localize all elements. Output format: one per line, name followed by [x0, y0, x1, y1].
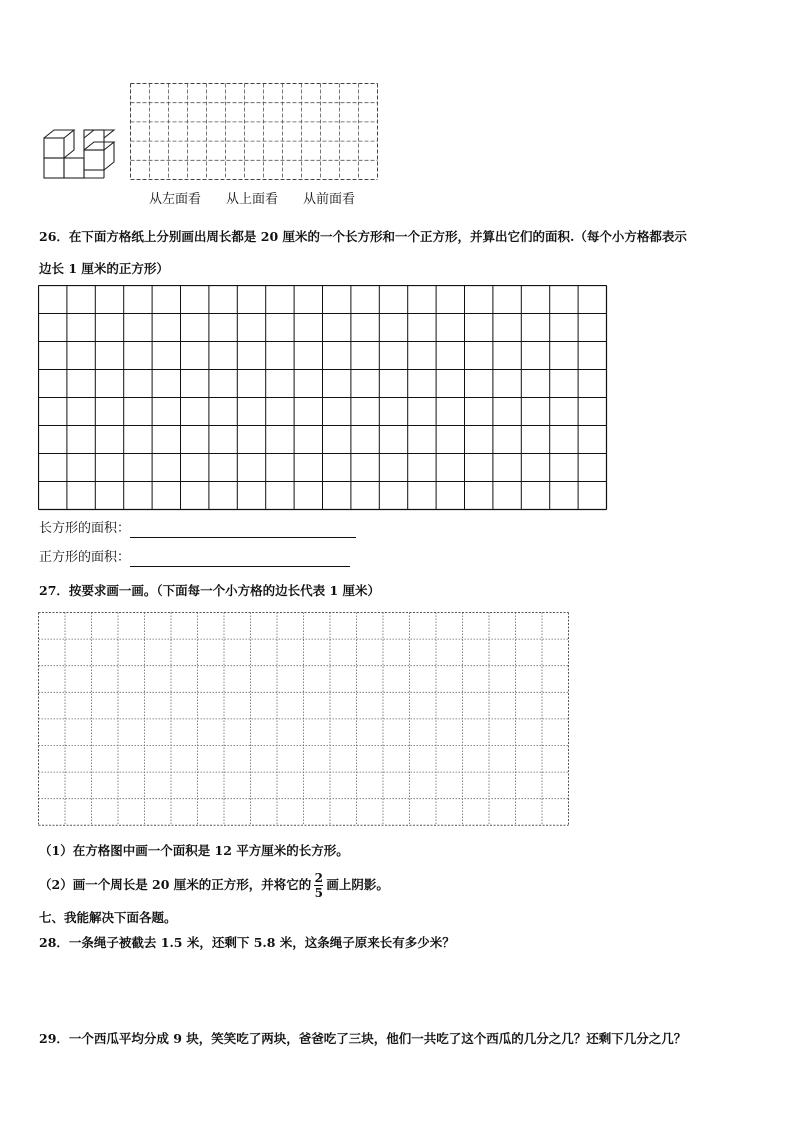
- fraction-two-fifths: [314, 871, 323, 900]
- dotted-square-grid[interactable]: [38, 612, 570, 826]
- q26-text-line1: 26．在下面方格纸上分别画出周长都是 20 厘米的一个长方形和一个正方形，并算出它们的面积.（每个小方格都表示: [39, 229, 687, 244]
- fraction-numerator: 2: [314, 870, 323, 885]
- rect-area-label: 长方形的面积：: [39, 521, 131, 537]
- square-area-label: 正方形的面积：: [39, 550, 131, 566]
- fraction-denominator: 5: [314, 885, 323, 900]
- rect-area-blank[interactable]: [130, 521, 356, 538]
- rect-area-row: [39, 521, 356, 538]
- q28-text: 28．一条绳子被截去 1.5 米，还剩下 5.8 米，这条绳子原来长有多少米？: [39, 935, 455, 950]
- cube-stack-figure: [40, 128, 116, 184]
- solid-square-grid[interactable]: [38, 285, 608, 511]
- view-label-left: 从左面看: [149, 192, 202, 207]
- q27-text: 27．按要求画一画。（下面每一个小方格的边长代表 1 厘米）: [39, 583, 381, 598]
- q29-text: 29．一个西瓜平均分成 9 块，笑笑吃了两块，爸爸吃了三块，他们一共吃了这个西瓜的几分之几？还剩下几分之几？: [39, 1031, 687, 1046]
- square-area-row: [39, 550, 350, 567]
- view-label-top: 从上面看: [226, 192, 279, 207]
- view-label-front: 从前面看: [303, 192, 356, 207]
- q26-text-line2: 边长 1 厘米的正方形）: [39, 261, 169, 276]
- q27-sub2-after: 画上阴影。: [326, 876, 389, 892]
- section-7-heading: 七、我能解决下面各题。: [39, 910, 177, 925]
- dashed-view-grid[interactable]: [130, 83, 380, 183]
- q27-sub2-before: （2）画一个周长是 20 厘米的正方形，并将它的: [39, 876, 312, 892]
- q27-sub2: [39, 868, 389, 902]
- square-area-blank[interactable]: [130, 550, 350, 567]
- q27-sub1: （1）在方格图中画一个面积是 12 平方厘米的长方形。: [39, 843, 349, 858]
